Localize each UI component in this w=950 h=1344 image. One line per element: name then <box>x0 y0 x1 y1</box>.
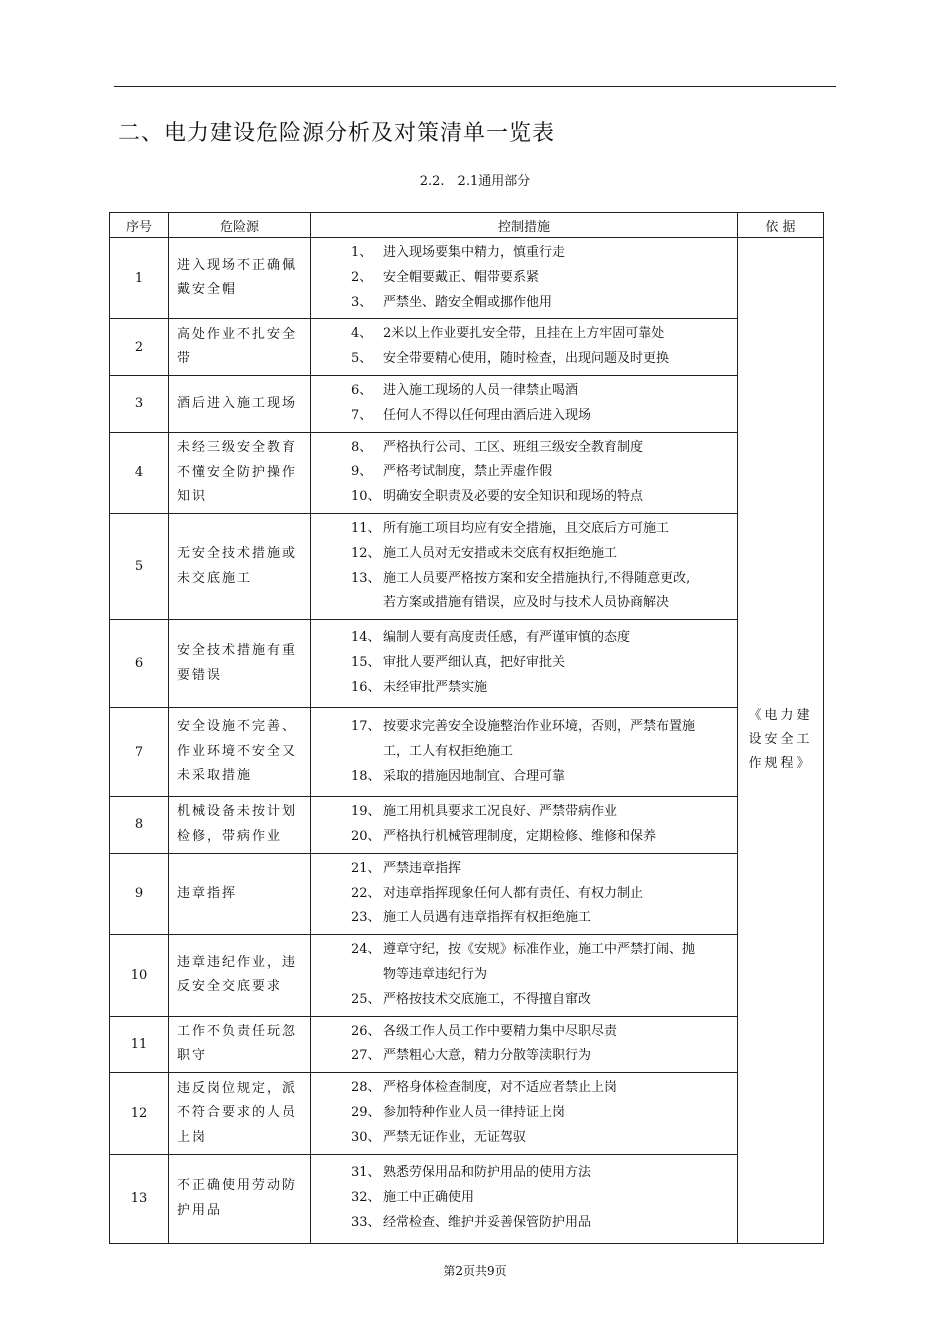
control-measures <box>311 935 738 1016</box>
table-row <box>110 1154 824 1243</box>
measure-item <box>351 436 731 461</box>
header-basis: 依 据 <box>738 213 824 238</box>
measure-text: 各级工作人员工作中要精力集中尽职尽责 <box>383 1023 618 1039</box>
table-row <box>110 620 824 708</box>
control-measures <box>311 513 738 619</box>
measure-text: 2米以上作业要扎安全带，且挂在上方牢固可靠处 <box>383 326 665 342</box>
measure-item <box>351 825 731 850</box>
control-measures <box>311 238 738 319</box>
row-number: 5 <box>110 513 169 619</box>
measure-item <box>351 567 731 592</box>
measure-number: 29、 <box>351 1104 381 1120</box>
measure-text: 任何人不得以任何理由酒后进入现场 <box>383 407 592 423</box>
table-row <box>110 375 824 432</box>
measure-text: 经常检查、维护并妥善保管防护用品 <box>383 1214 592 1230</box>
hazard-source: 违章违纪作业，违反安全交底要求 <box>169 935 311 1016</box>
row-number: 7 <box>110 708 169 797</box>
measure-number: 9、 <box>351 464 373 480</box>
measure-number: 25、 <box>351 991 381 1007</box>
table-row <box>110 319 824 376</box>
measure-number: 6、 <box>351 382 373 398</box>
measure-item <box>351 800 731 825</box>
hazard-source: 违反岗位规定，派不符合要求的人员上岗 <box>169 1073 311 1154</box>
control-measures <box>311 797 738 854</box>
hazard-source: 违章指挥 <box>169 853 311 934</box>
measure-text: 安全带要精心使用，随时检查，出现问题及时更换 <box>383 351 670 367</box>
measure-number: 10、 <box>351 489 381 505</box>
table-row <box>110 797 824 854</box>
measure-number: 27、 <box>351 1048 381 1064</box>
hazard-source: 进入现场不正确佩戴安全帽 <box>169 238 311 319</box>
control-measures <box>311 1073 738 1154</box>
row-number: 4 <box>110 432 169 513</box>
hazard-source: 不正确使用劳动防护用品 <box>169 1154 311 1243</box>
table-row <box>110 935 824 1016</box>
row-number: 6 <box>110 620 169 708</box>
measure-number: 8、 <box>351 439 373 455</box>
measure-text: 对违章指挥现象任何人都有责任、有权力制止 <box>383 885 644 901</box>
row-number: 11 <box>110 1016 169 1073</box>
measure-text: 进入现场要集中精力，慎重行走 <box>383 245 566 260</box>
measure-text: 编制人要有高度责任感，有严谨审慎的态度 <box>383 630 631 646</box>
measure-text: 严禁粗心大意，精力分散等渎职行为 <box>383 1048 592 1064</box>
measure-number: 20、 <box>351 828 381 844</box>
measure-number: 30、 <box>351 1129 381 1145</box>
measure-item <box>351 651 731 676</box>
measure-text: 按要求完善安全设施整治作业环境，否则，严禁布置施 <box>383 718 696 734</box>
hazard-source: 安全设施不完善、作业环境不安全又未采取措施 <box>169 708 311 797</box>
measure-text: 参加特种作业人员一律持证上岗 <box>383 1104 566 1120</box>
measure-number: 28、 <box>351 1080 381 1096</box>
page-number: 第2页共9页 <box>443 1264 507 1278</box>
measure-item <box>351 485 731 510</box>
hazard-source: 安全技术措施有重要错误 <box>169 620 311 708</box>
measure-item <box>351 938 731 963</box>
measure-number: 2、 <box>351 269 373 285</box>
measure-number: 14、 <box>351 630 381 646</box>
measure-number: 21、 <box>351 860 381 876</box>
measure-item <box>351 963 731 988</box>
measure-text: 所有施工项目均应有安全措施，且交底后方可施工 <box>383 520 670 536</box>
measure-number: 19、 <box>351 804 381 820</box>
measure-text: 采取的措施因地制宜、合理可靠 <box>383 768 566 784</box>
measure-text: 工，工人有权拒绝施工 <box>383 743 514 759</box>
table-row <box>110 708 824 797</box>
measure-text: 审批人要严细认真，把好审批关 <box>383 655 566 671</box>
measure-text: 严格考试制度，禁止弄虚作假 <box>383 464 553 480</box>
measure-number: 3、 <box>351 294 373 310</box>
measure-text: 严格执行公司、工区、班组三级安全教育制度 <box>383 439 644 455</box>
measure-text: 施工中正确使用 <box>383 1190 475 1206</box>
header-hazard: 危险源 <box>169 213 311 238</box>
hazard-source: 无安全技术措施或未交底施工 <box>169 513 311 619</box>
hazard-source: 工作不负责任玩忽职守 <box>169 1016 311 1073</box>
page-title: 二、电力建设危险源分析及对策清单一览表 <box>118 121 556 146</box>
measure-text: 严格身体检查制度，对不适应者禁止上岗 <box>383 1080 618 1096</box>
control-measures <box>311 432 738 513</box>
measure-number: 16、 <box>351 680 381 696</box>
control-measures <box>311 375 738 432</box>
measure-text: 严禁坐、踏安全帽或挪作他用 <box>383 294 553 310</box>
measure-text: 进入施工现场的人员一律禁止喝酒 <box>383 382 579 398</box>
measure-item <box>351 1126 731 1151</box>
basis-reference: 《电力建设安全工作规程》 <box>738 238 824 1244</box>
measure-item <box>351 1101 731 1126</box>
measure-item <box>351 882 731 907</box>
measure-text: 严禁无证作业，无证驾驭 <box>383 1129 527 1145</box>
row-number: 9 <box>110 853 169 934</box>
row-number: 2 <box>110 319 169 376</box>
hazard-source: 酒后进入施工现场 <box>169 375 311 432</box>
measure-item <box>351 347 731 372</box>
measure-text: 安全帽要戴正、帽带要系紧 <box>383 269 540 285</box>
measure-item <box>351 740 731 765</box>
measure-item <box>351 715 731 740</box>
header-rule <box>114 86 836 87</box>
hazard-source: 未经三级安全教育不懂安全防护操作知识 <box>169 432 311 513</box>
measure-item <box>351 906 731 931</box>
row-number: 10 <box>110 935 169 1016</box>
row-number: 8 <box>110 797 169 854</box>
control-measures <box>311 319 738 376</box>
hazard-source: 机械设备未按计划检修，带病作业 <box>169 797 311 854</box>
measure-text: 严格按技术交底施工，不得擅自窜改 <box>383 991 592 1007</box>
hazard-table <box>109 212 824 1244</box>
measure-item <box>351 1211 731 1236</box>
measure-item <box>351 517 731 542</box>
control-measures <box>311 853 738 934</box>
measure-item <box>351 241 731 266</box>
section-subtitle: 2.2. 2.1通用部分 <box>419 174 531 189</box>
table-row <box>110 1016 824 1073</box>
control-measures <box>311 620 738 708</box>
measure-item <box>351 857 731 882</box>
measure-text: 明确安全职责及必要的安全知识和现场的特点 <box>383 489 644 505</box>
measure-number: 24、 <box>351 942 381 958</box>
measure-text: 施工用机具要求工况良好、严禁带病作业 <box>383 804 618 820</box>
measure-item <box>351 291 731 316</box>
header-number: 序号 <box>110 213 169 238</box>
row-number: 1 <box>110 238 169 319</box>
measure-text: 物等违章违纪行为 <box>383 966 488 982</box>
measure-number: 11、 <box>351 520 381 536</box>
measure-item <box>351 676 731 701</box>
measure-number: 33、 <box>351 1214 381 1230</box>
table-row <box>110 513 824 619</box>
measure-item <box>351 542 731 567</box>
measure-number: 26、 <box>351 1023 381 1039</box>
control-measures <box>311 1154 738 1243</box>
measure-number: 22、 <box>351 885 381 901</box>
measure-text: 施工人员对无安措或未交底有权拒绝施工 <box>383 545 618 561</box>
measure-number: 12、 <box>351 545 381 561</box>
measure-item <box>351 626 731 651</box>
measure-text: 若方案或措施有错误，应及时与技术人员协商解决 <box>383 595 670 611</box>
measure-number: 4、 <box>351 326 373 342</box>
hazard-source: 高处作业不扎安全带 <box>169 319 311 376</box>
measure-text: 严禁违章指挥 <box>383 860 462 876</box>
table-row <box>110 432 824 513</box>
control-measures <box>311 708 738 797</box>
measure-item <box>351 1161 731 1186</box>
measure-text: 施工人员遇有违章指挥有权拒绝施工 <box>383 910 592 926</box>
measure-number: 5、 <box>351 351 373 367</box>
measure-item <box>351 1044 731 1069</box>
measure-number: 17、 <box>351 718 381 734</box>
measure-number: 31、 <box>351 1165 381 1181</box>
row-number: 3 <box>110 375 169 432</box>
measure-item <box>351 404 731 429</box>
measure-number: 7、 <box>351 407 373 423</box>
measure-number: 1、 <box>351 245 373 260</box>
table-row <box>110 1073 824 1154</box>
header-measures: 控制措施 <box>311 213 738 238</box>
row-number: 13 <box>110 1154 169 1243</box>
measure-item <box>351 460 731 485</box>
measure-item <box>351 322 731 347</box>
measure-item <box>351 765 731 790</box>
control-measures <box>311 1016 738 1073</box>
measure-item <box>351 1186 731 1211</box>
measure-text: 熟悉劳保用品和防护用品的使用方法 <box>383 1165 592 1181</box>
measure-number: 23、 <box>351 910 381 926</box>
measure-number: 32、 <box>351 1190 381 1206</box>
measure-text: 严格执行机械管理制度，定期检修、维修和保养 <box>383 828 657 844</box>
table-row <box>110 238 824 319</box>
measure-number: 18、 <box>351 768 381 784</box>
measure-item <box>351 988 731 1013</box>
measure-item <box>351 1020 731 1045</box>
measure-item <box>351 266 731 291</box>
table-header-row <box>110 213 824 238</box>
measure-item <box>351 1076 731 1101</box>
measure-item <box>351 379 731 404</box>
table-row <box>110 853 824 934</box>
table-body <box>110 238 824 1244</box>
measure-text: 施工人员要严格按方案和安全措施执行,不得随意更改, <box>383 570 691 586</box>
measure-number: 15、 <box>351 655 381 671</box>
measure-text: 未经审批严禁实施 <box>383 680 488 696</box>
measure-number: 13、 <box>351 570 381 586</box>
row-number: 12 <box>110 1073 169 1154</box>
measure-item <box>351 591 731 616</box>
measure-text: 遵章守纪，按《安规》标准作业，施工中严禁打闹、抛 <box>383 942 696 958</box>
